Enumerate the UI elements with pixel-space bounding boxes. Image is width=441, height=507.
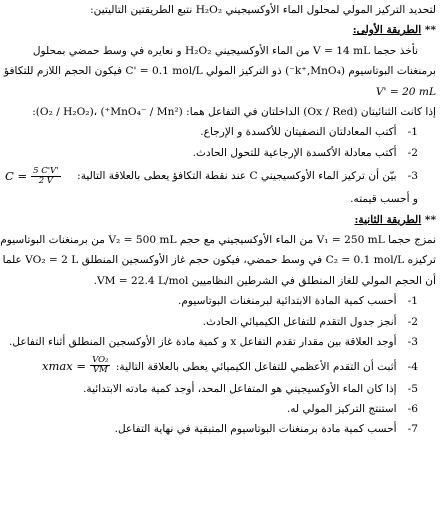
method2-question-5 — [5, 379, 436, 399]
question-text: أنجز جدول التقدم للتفاعل الكيميائي الحادث. — [202, 315, 397, 328]
question-number: 4- — [407, 360, 418, 373]
question-text: استنتج التركيز المولي له. — [286, 402, 397, 415]
question-number: 2- — [407, 315, 418, 328]
method1-heading — [5, 20, 436, 40]
method2-question-6 — [5, 399, 436, 419]
method2-title: الطريقة الثانية: — [354, 213, 422, 226]
question-text: أكتب معادلة الأكسدة الإرجاعية للتحول الحادث. — [192, 146, 397, 159]
stars-marker: ** — [424, 24, 436, 37]
method2-question-7 — [5, 419, 436, 439]
method2-question-2 — [5, 312, 436, 332]
method2-heading — [5, 210, 436, 230]
question-number: 5- — [407, 382, 418, 395]
formula-numerator: 5 C'V' — [33, 165, 59, 176]
method2-question-3 — [5, 332, 436, 352]
couples-line: إذا كانت الثنائيتان (Ox / Red) الداخلتان في التفاعل هما: (MnO₄⁻ / Mn²⁺) ،(O₂ / H₂O₂): — [32, 106, 436, 119]
method1-paragraph-line1: نأخذ حجما V = 14 mL من الماء الأوكسيجيني H₂O₂ و نعايره في وسط حمضي بمحلول — [32, 44, 418, 57]
formula-fraction — [31, 167, 60, 186]
question-text: أحسب كمية مادة برمنغنات البوتاسيوم المتبقية في نهاية التفاعل. — [114, 423, 397, 436]
intro-line: لتحديد التركيز المولي لمحلول الماء الأوكسيجيني H₂O₂ نتبع الطريقتين التاليتين: — [90, 4, 436, 16]
question-number: 1- — [407, 126, 418, 139]
method2-question-1 — [5, 291, 436, 311]
question-number: 7- — [407, 423, 418, 436]
question-number: 6- — [407, 402, 418, 415]
question-text: إذا كان الماء الأوكسيجيني هو المتفاعل المحد، أوجد كمية مادته الابتدائية. — [83, 382, 397, 395]
formula-numerator: VO₂ — [92, 355, 109, 365]
question-number: 2- — [407, 146, 418, 159]
question-number: 3- — [407, 336, 418, 349]
question-text: أوجد العلاقة بين مقدار تقدم التفاعل x و كمية مادة غاز الأوكسجين المنطلق أثناء التفاعل. — [8, 336, 397, 349]
concentration-formula — [5, 163, 63, 189]
formula-fraction — [90, 356, 110, 375]
method1-title: الطريقة الأولى: — [352, 24, 422, 37]
method2-paragraph-line2: تركيزه C₂ = 0.1 mol/L في وسط حمضي، فيكون حجم غاز الأوكسجين المنطلق VO₂ = 2 L علما — [2, 254, 436, 267]
question-text: أثبت أن التقدم الأعظمي للتفاعل الكيميائي يعطى بالعلاقة التالية: — [115, 360, 397, 373]
question-number: 1- — [407, 295, 418, 308]
question-text: أكتب المعادلتان النصفيتان للأكسدة و الإرجاع. — [200, 126, 397, 139]
method1-paragraph-line3 — [5, 82, 436, 102]
method1-question-3 — [5, 163, 436, 189]
formula-denominator: VM — [92, 365, 108, 375]
equivalence-volume: V' = 20 mL — [375, 85, 436, 98]
formula-lhs: C = — [5, 169, 28, 184]
formula-denominator: 2 V — [38, 175, 53, 186]
formula-lhs: xmax = — [42, 358, 87, 373]
method1-question-2 — [5, 143, 436, 163]
method1-question-1 — [5, 122, 436, 142]
xmax-formula — [42, 353, 112, 379]
method2-paragraph-line3: أن الحجم المولي للغاز المنطلق في الشرطين النظاميين VM = 22.4 L/mol. — [93, 274, 436, 287]
question-number: 3- — [407, 170, 418, 183]
stars-marker: ** — [424, 213, 436, 226]
method2-paragraph-line1: نمزج حجما V₁ = 250 mL من الماء الأوكسيجيني مع حجم V₂ = 500 mL من برمنغنات البوتاسيوم — [0, 234, 436, 247]
method1-paragraph-line2: برمنغنات البوتاسيوم (k⁺,MnO₄⁻) ذو التركيز المولي C' = 0.1 mol/L فيكون الحجم اللازم للتكافؤ — [3, 65, 436, 78]
question-text: أحسب كمية المادة الابتدائية لبرمنغنات البوتاسيوم. — [178, 295, 397, 308]
method2-question-4 — [5, 353, 436, 379]
method1-question-3-continued: و أحسب قيمته. — [350, 193, 418, 206]
question-text: بيّن أن تركيز الماء الأوكسيجيني C عند نقطة التكافؤ يعطى بالعلاقة التالية: — [77, 170, 397, 183]
